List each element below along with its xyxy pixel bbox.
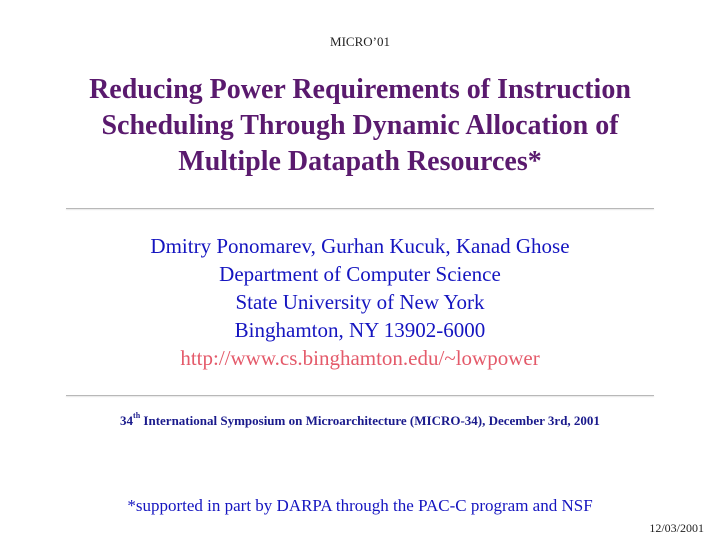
slide-date: 12/03/2001 [649, 521, 704, 535]
slide-title [30, 72, 690, 180]
title-line: Multiple Datapath Resources* [178, 146, 542, 177]
title-line: Reducing Power Requirements of Instruction [89, 74, 631, 105]
title-line: Scheduling Through Dynamic Allocation of [101, 110, 619, 141]
top-divider [66, 208, 654, 209]
funding-footnote: *supported in part by DARPA through the PAC-C program and NSF [127, 496, 593, 515]
university: State University of New York [235, 290, 485, 314]
department: Department of Computer Science [219, 262, 501, 286]
bottom-divider [66, 395, 654, 396]
author-block [0, 232, 720, 372]
venue-ordinal-suffix: th [133, 411, 141, 420]
header-label: MICRO’01 [330, 34, 390, 49]
project-url-link[interactable]: http://www.cs.binghamton.edu/~lowpower [180, 346, 540, 370]
venue-ordinal-number: 34 [120, 413, 134, 428]
venue-line [0, 413, 720, 429]
location: Binghamton, NY 13902-6000 [234, 318, 486, 342]
author-names: Dmitry Ponomarev, Gurhan Kucuk, Kanad Ghose [150, 234, 570, 258]
venue-text: International Symposium on Microarchitecture (MICRO-34), December 3rd, 2001 [140, 413, 600, 428]
